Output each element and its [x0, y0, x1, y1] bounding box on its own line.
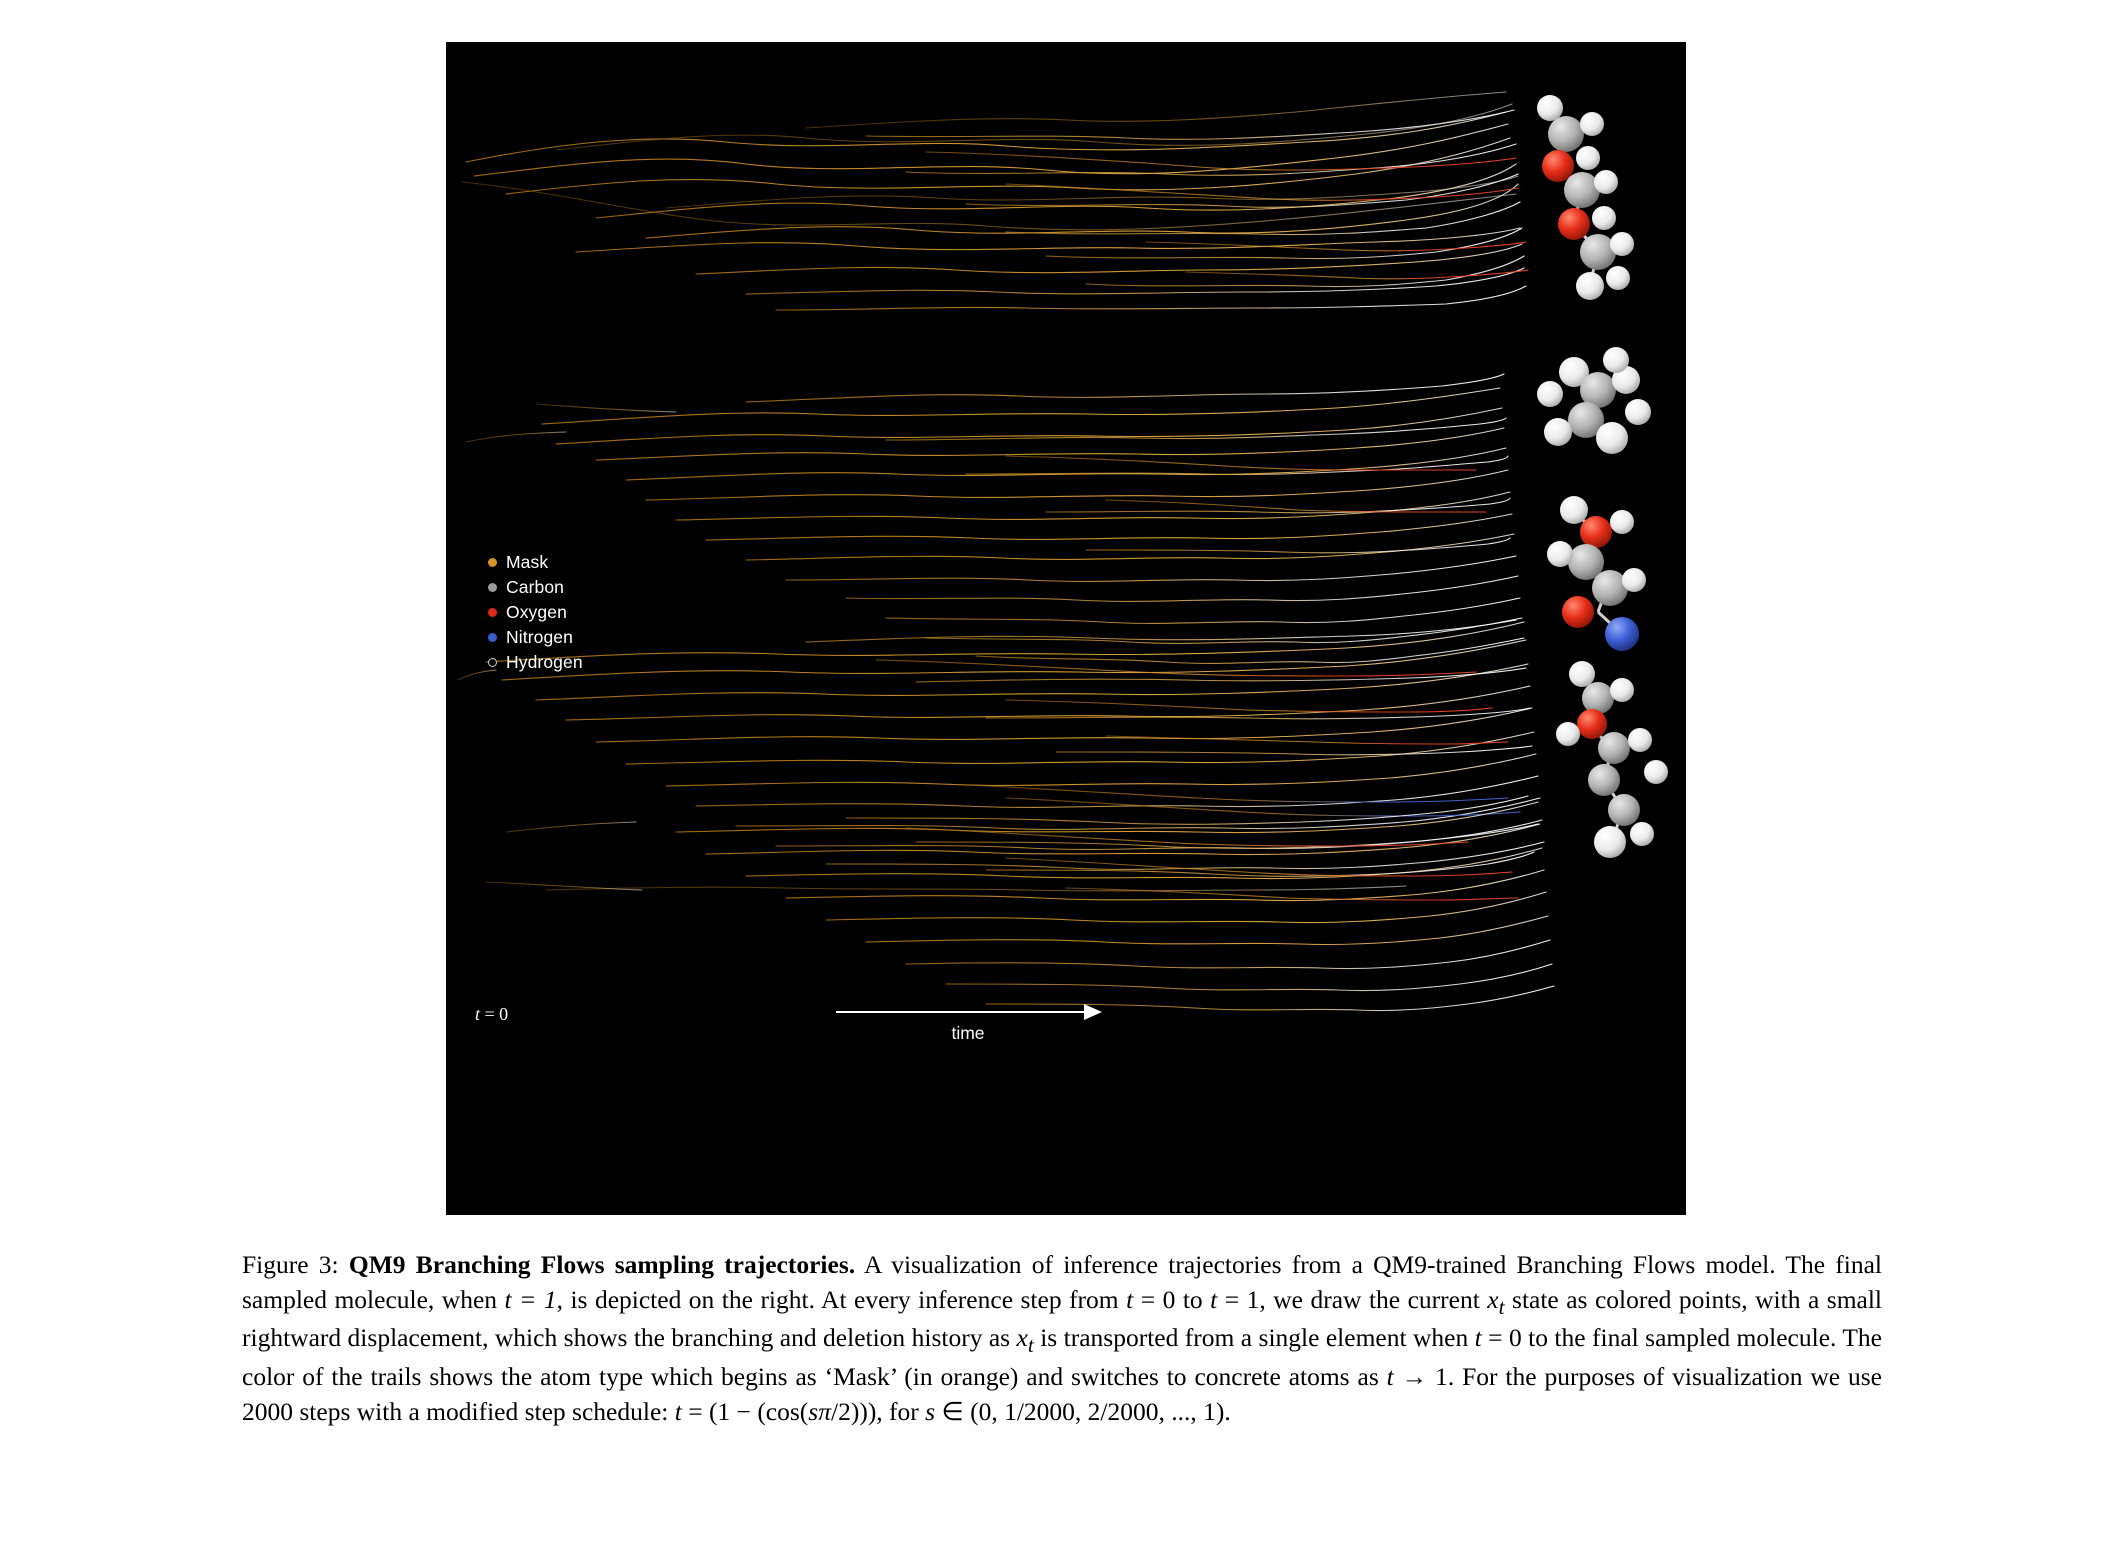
legend-label-oxygen: Oxygen — [506, 601, 567, 622]
legend-label-mask: Mask — [506, 551, 549, 572]
caption-body-7: to the final sampled molecule. The color of the trails shows the atom type which begins as ‘Mask’ (in orange) and switches to concrete atoms as — [242, 1323, 1883, 1392]
caption-eq-xt-a: $x_t$ — [1487, 1284, 1505, 1319]
caption-body-1: A visualization of inference trajectories from a QM9-trained Branching Flows model. The final sampled molecule, when — [242, 1250, 1883, 1314]
legend-item-nitrogen — [488, 625, 708, 650]
caption-eq-t0-b: t = 0 — [1474, 1323, 1522, 1353]
arrow-head-icon — [1084, 1004, 1102, 1020]
legend-item-oxygen — [488, 600, 708, 625]
legend-item-mask — [488, 550, 708, 575]
time-axis-arrow — [836, 997, 1156, 1045]
axis-start-label: t = 0 — [475, 1004, 509, 1024]
caption-eq-xt-b: $x_t$ — [1016, 1323, 1034, 1358]
legend-label-carbon: Carbon — [506, 576, 564, 597]
caption-figure-number: Figure 3: — [242, 1250, 339, 1279]
legend-item-carbon — [488, 575, 708, 600]
oxygen-color-swatch — [488, 608, 497, 617]
caption-body-2: , is depicted on the right. At every inference step from — [556, 1284, 1127, 1314]
mask-color-swatch — [488, 558, 497, 567]
axis-end-label: t = 1 — [1714, 1004, 1725, 1066]
caption-eq-t1-a: t = 1 — [504, 1284, 557, 1314]
caption-eq-schedule: t = (1 − (cos(sπ/2))), for s ∈ (0, 1/2000, 2/2000, ..., 1) — [674, 1396, 1225, 1426]
arrow-shaft — [836, 1011, 1088, 1013]
caption-body-6: is transported from a single element when — [1033, 1323, 1475, 1353]
caption-eq-t1-b: t = 1 — [1210, 1284, 1260, 1314]
hydrogen-color-swatch — [488, 658, 497, 667]
time-axis-label: time — [951, 1023, 985, 1043]
carbon-color-swatch — [488, 583, 497, 592]
caption-body-9: . — [1224, 1396, 1231, 1426]
caption-body-5: state as colored points, with a small rightward displacement, which shows the branching and deletion history as — [242, 1284, 1883, 1353]
legend-item-hydrogen — [488, 650, 708, 675]
legend-label-hydrogen: Hydrogen — [506, 651, 583, 672]
nitrogen-color-swatch — [488, 633, 497, 642]
legend — [488, 550, 708, 675]
caption-eq-t-to-1: t → 1 — [1386, 1362, 1448, 1392]
caption-body-3: to — [1175, 1284, 1211, 1314]
figure-caption — [242, 1248, 1882, 1429]
caption-body-8: . For the purposes of visualization we use 2000 steps with a modified step schedule: — [242, 1362, 1882, 1426]
caption-title: QM9 Branching Flows sampling trajectories. — [348, 1250, 856, 1279]
caption-body-4: , we draw the current — [1259, 1284, 1488, 1314]
legend-label-nitrogen: Nitrogen — [506, 626, 573, 647]
figure-image-panel — [446, 42, 1725, 1215]
caption-eq-t0: t = 0 — [1126, 1284, 1176, 1314]
